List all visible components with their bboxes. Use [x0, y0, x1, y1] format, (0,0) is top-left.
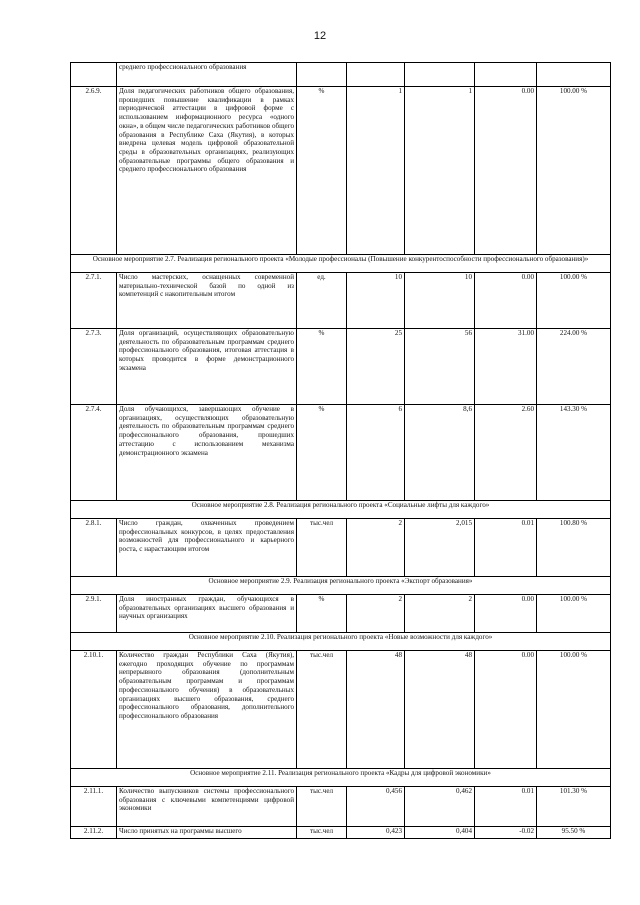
- section-title: Основное мероприятие 2.10. Реализация регионального проекта «Новые возможности для каждого»: [71, 633, 611, 651]
- completion-percent: 100.00 %: [537, 595, 611, 633]
- completion-percent: 143.30 %: [537, 405, 611, 501]
- fact-value: [405, 63, 475, 87]
- table-row: [71, 787, 611, 827]
- unit-cell: %: [297, 87, 347, 255]
- table-row: [71, 63, 611, 87]
- fact-value: 48: [405, 651, 475, 769]
- unit-cell: тыс.чел: [297, 787, 347, 827]
- table-row: [71, 827, 611, 839]
- fact-value: 2,015: [405, 519, 475, 577]
- deviation-value: 0.01: [475, 787, 537, 827]
- indicator-table: [70, 62, 611, 839]
- unit-cell: ед.: [297, 273, 347, 329]
- table-row: [71, 595, 611, 633]
- indicator-name: Число принятых на программы высшего: [117, 827, 297, 839]
- completion-percent: 95.50 %: [537, 827, 611, 839]
- section-header-row: [71, 769, 611, 787]
- deviation-value: 0.01: [475, 519, 537, 577]
- indicator-name: Число мастерских, оснащенных современной материально-технической базой по одной из компетенций с накопительным итогом: [117, 273, 297, 329]
- indicator-number: 2.7.1.: [71, 273, 117, 329]
- section-title: Основное мероприятие 2.8. Реализация регионального проекта «Социальные лифты для каждого»: [71, 501, 611, 519]
- fact-value: 8,6: [405, 405, 475, 501]
- indicator-number: 2.9.1.: [71, 595, 117, 633]
- table-row: [71, 519, 611, 577]
- indicator-number: 2.7.4.: [71, 405, 117, 501]
- unit-cell: %: [297, 595, 347, 633]
- section-header-row: [71, 501, 611, 519]
- indicator-number: 2.11.2.: [71, 827, 117, 839]
- fact-value: 0,404: [405, 827, 475, 839]
- unit-cell: тыс.чел: [297, 827, 347, 839]
- indicator-name: Доля педагогических работников общего образования, прошедших повышение квалификации в рамках периодической аттестации в цифровой форме с использованием информационного ресурса «одного окна», в общем числе педагогических работников общего образования в Республике Саха (Якутия), в которых внедрена целевая модель цифровой образовательной среды в образовательных организациях, реализующих образовательные программы общего образования и среднего профессионального образования: [117, 87, 297, 255]
- indicator-name: Количество выпускников системы профессионального образования с ключевыми компетенциями цифровой экономики: [117, 787, 297, 827]
- indicator-number: 2.6.9.: [71, 87, 117, 255]
- fact-value: 0,462: [405, 787, 475, 827]
- indicator-number: 2.11.1.: [71, 787, 117, 827]
- plan-value: 2: [347, 519, 405, 577]
- indicator-name: Доля обучающихся, завершающих обучение в организациях, осуществляющих образовательную деятельность по образовательным программам среднего профессионального образования, прошедших аттестацию с использованием механизма демонстрационного экзамена: [117, 405, 297, 501]
- section-header-row: [71, 255, 611, 273]
- section-title: Основное мероприятие 2.11. Реализация регионального проекта «Кадры для цифровой экономики»: [71, 769, 611, 787]
- fact-value: 1: [405, 87, 475, 255]
- indicator-number: 2.7.3.: [71, 329, 117, 405]
- completion-percent: 100.00 %: [537, 273, 611, 329]
- plan-value: 6: [347, 405, 405, 501]
- completion-percent: 100.80 %: [537, 519, 611, 577]
- deviation-value: [475, 63, 537, 87]
- indicator-number: 2.8.1.: [71, 519, 117, 577]
- deviation-value: 2.60: [475, 405, 537, 501]
- completion-percent: 224.00 %: [537, 329, 611, 405]
- completion-percent: 100.00 %: [537, 651, 611, 769]
- indicator-name: Доля иностранных граждан, обучающихся в образовательных организациях высшего образования и научных организациях: [117, 595, 297, 633]
- section-title: Основное мероприятие 2.9. Реализация регионального проекта «Экспорт образования»: [71, 577, 611, 595]
- deviation-value: 0.00: [475, 595, 537, 633]
- completion-percent: [537, 63, 611, 87]
- completion-percent: 100.00 %: [537, 87, 611, 255]
- section-header-row: [71, 577, 611, 595]
- plan-value: 0,423: [347, 827, 405, 839]
- indicator-number: 2.10.1.: [71, 651, 117, 769]
- section-title: Основное мероприятие 2.7. Реализация регионального проекта «Молодые профессионалы (Повышение конкурентоспособности профессионального образования)»: [71, 255, 611, 273]
- fact-value: 2: [405, 595, 475, 633]
- plan-value: 48: [347, 651, 405, 769]
- unit-cell: [297, 63, 347, 87]
- indicator-name: среднего профессионального образования: [117, 63, 297, 87]
- plan-value: 10: [347, 273, 405, 329]
- indicator-name: Число граждан, охваченных проведением профессиональных конкурсов, в целях предоставления возможностей для профессионального и карьерного роста, с нарастающим итогом: [117, 519, 297, 577]
- table-row: [71, 87, 611, 255]
- indicator-name: Доля организаций, осуществляющих образовательную деятельность по образовательным программам среднего профессионального образования, итоговая аттестация в которых проводится в форме демонстрационного экзамена: [117, 329, 297, 405]
- table-row: [71, 329, 611, 405]
- plan-value: 0,456: [347, 787, 405, 827]
- plan-value: 1: [347, 87, 405, 255]
- section-header-row: [71, 633, 611, 651]
- page-number: 12: [313, 30, 327, 42]
- unit-cell: %: [297, 329, 347, 405]
- unit-cell: %: [297, 405, 347, 501]
- fact-value: 56: [405, 329, 475, 405]
- deviation-value: 31.00: [475, 329, 537, 405]
- deviation-value: 0.00: [475, 273, 537, 329]
- table-row: [71, 651, 611, 769]
- table-row: [71, 273, 611, 329]
- plan-value: 2: [347, 595, 405, 633]
- deviation-value: -0.02: [475, 827, 537, 839]
- plan-value: 25: [347, 329, 405, 405]
- indicator-name: Количество граждан Республики Саха (Якутия), ежегодно проходящих обучение по программам непрерывного образования (дополнительным образовательным программам и программам профессионального обучения) в образовательных организациях высшего образования, среднего профессионального образования, дополнительного профессионального образования: [117, 651, 297, 769]
- completion-percent: 101.30 %: [537, 787, 611, 827]
- unit-cell: тыс.чел: [297, 651, 347, 769]
- indicator-number: [71, 63, 117, 87]
- table-row: [71, 405, 611, 501]
- fact-value: 10: [405, 273, 475, 329]
- unit-cell: тыс.чел: [297, 519, 347, 577]
- plan-value: [347, 63, 405, 87]
- deviation-value: 0.00: [475, 651, 537, 769]
- deviation-value: 0.00: [475, 87, 537, 255]
